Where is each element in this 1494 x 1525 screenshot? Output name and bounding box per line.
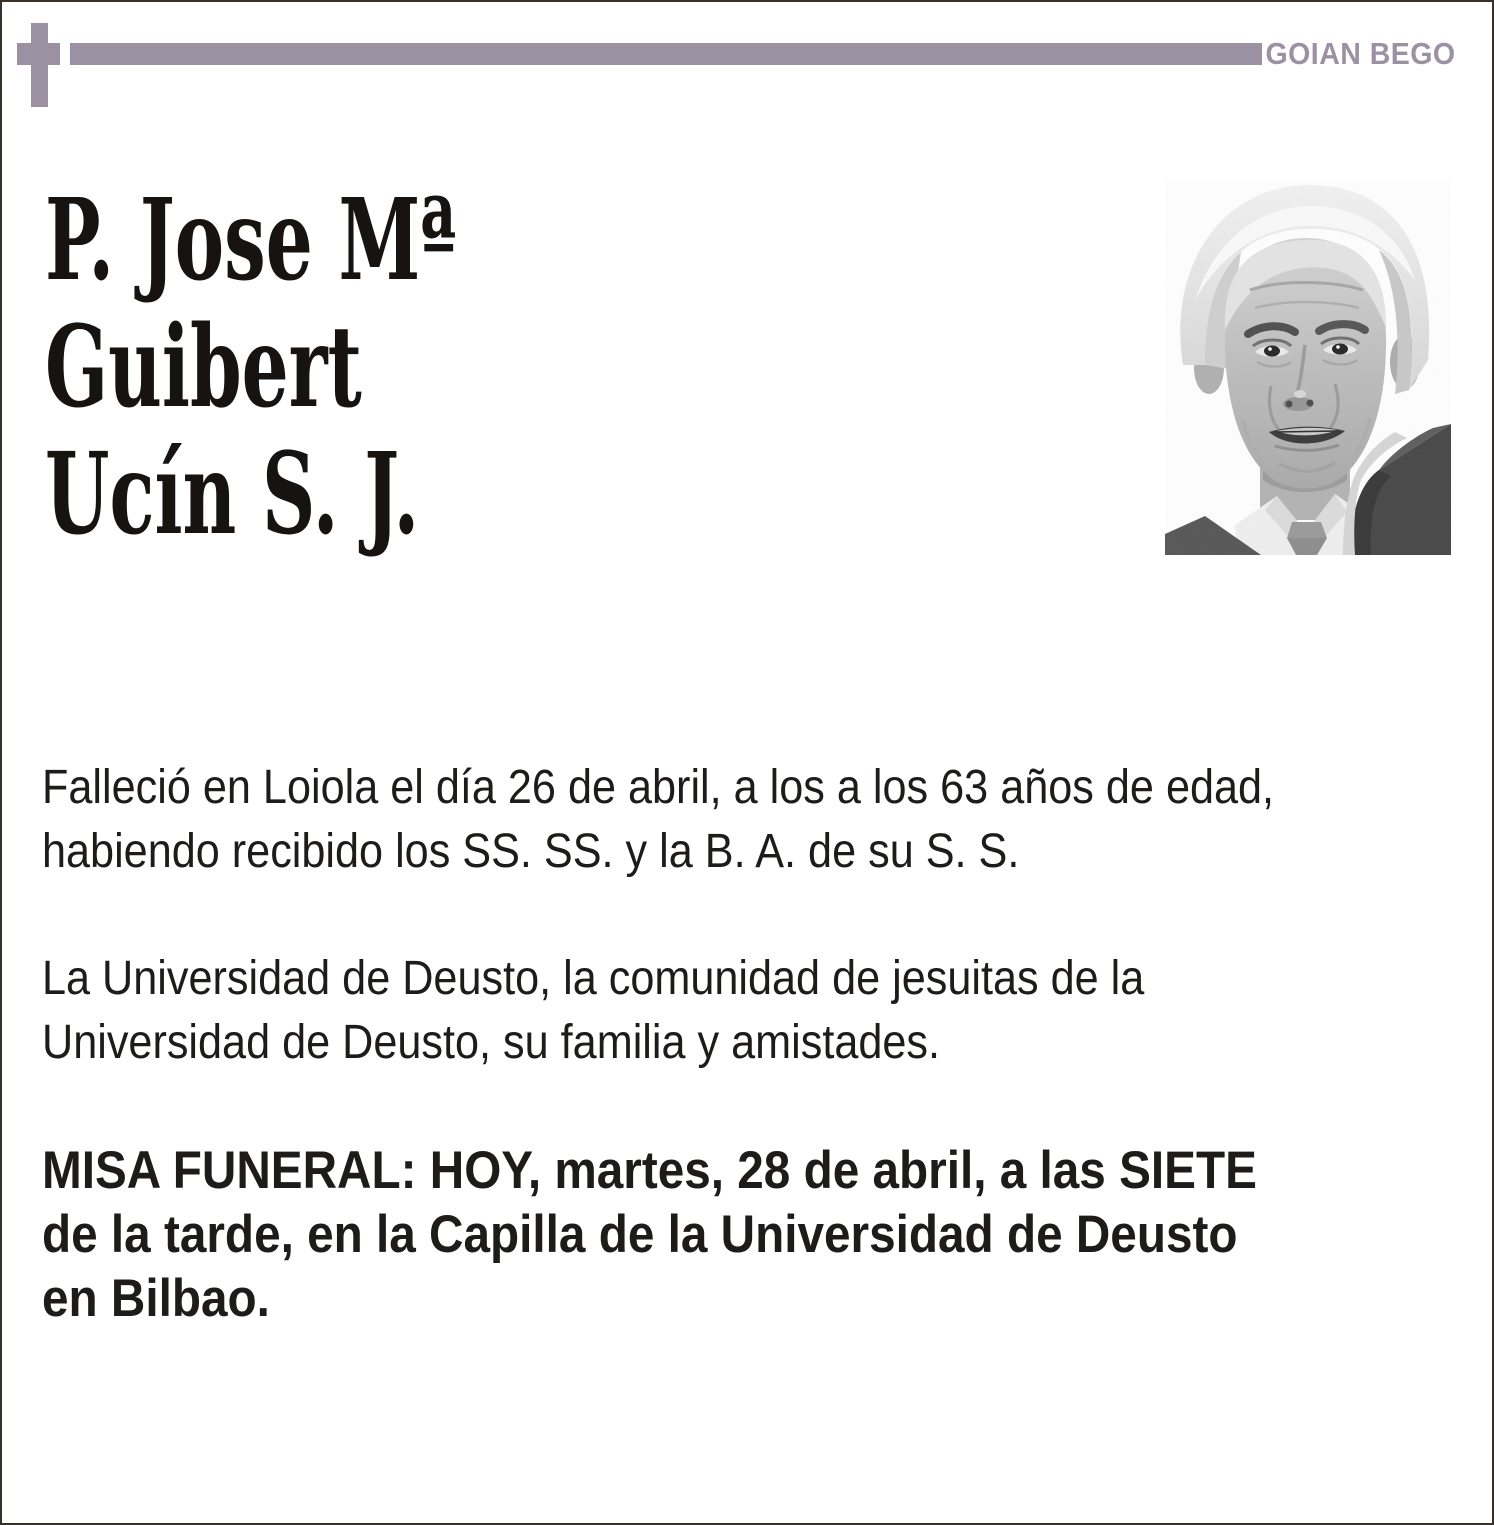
cross-vertical-bar <box>31 23 48 107</box>
funeral-mass-line-2: de la tarde, en la Capilla de la Universidad de Deusto <box>42 1205 1238 1264</box>
death-notice-line-2: habiendo recibido los SS. SS. y la B. A. de su S. S. <box>42 825 1020 878</box>
deceased-name-line-3: Ucín S. J. <box>45 429 420 560</box>
portrait-photo <box>1165 180 1451 555</box>
cross-icon <box>17 23 60 107</box>
funeral-mass-line-3: en Bilbao. <box>42 1269 270 1328</box>
deceased-name <box>45 177 668 558</box>
mourners-line-2: Universidad de Deusto, su familia y amistades. <box>42 1016 941 1069</box>
mourners-line-1: La Universidad de Deusto, la comunidad de jesuitas de la <box>42 952 1145 1005</box>
masthead-rule <box>70 43 1262 65</box>
funeral-mass-paragraph <box>42 1139 1392 1331</box>
death-notice-line-1: Falleció en Loiola el día 26 de abril, a los a los 63 años de edad, <box>42 761 1275 814</box>
mourners-paragraph <box>42 947 1267 1075</box>
cross-horizontal-bar <box>17 43 60 65</box>
deceased-name-line-1: P. Jose Mª <box>45 175 457 306</box>
funeral-mass-line-1: MISA FUNERAL: HOY, martes, 28 de abril, a las SIETE <box>42 1141 1257 1200</box>
death-notice-paragraph <box>42 756 1411 884</box>
masthead-motto: GOIAN BEGO <box>1266 36 1456 71</box>
deceased-name-line-2: Guibert <box>45 302 362 433</box>
